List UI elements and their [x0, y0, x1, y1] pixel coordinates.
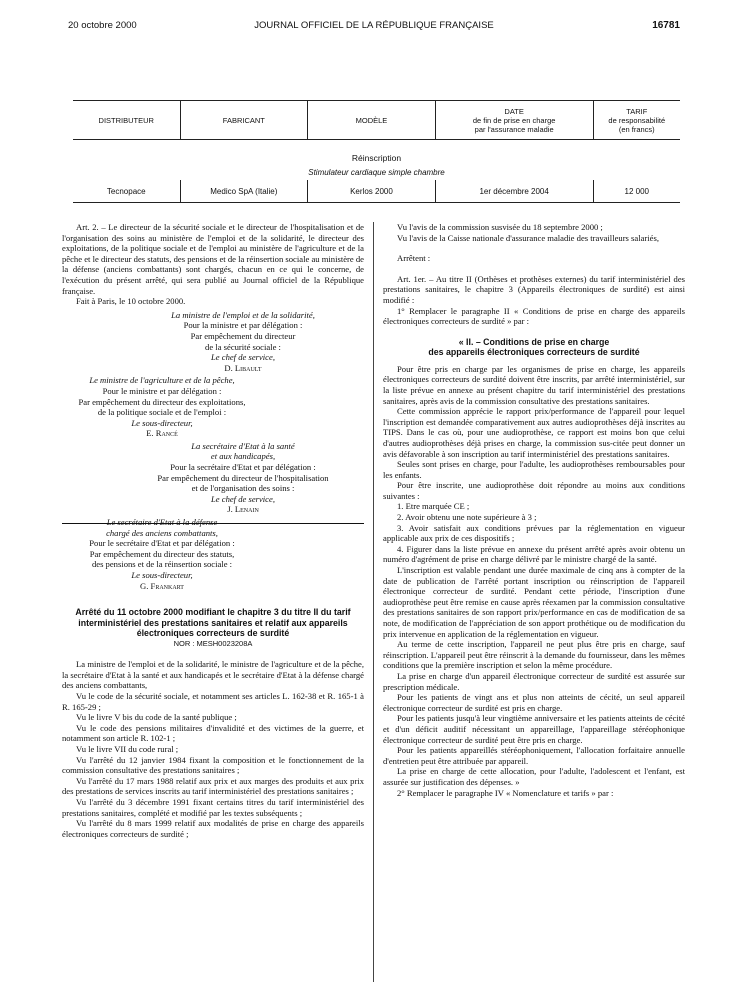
- col-date: DATE de fin de prise en charge par l'assurance maladie: [435, 101, 593, 140]
- paragraph: Seules sont prises en charge, pour l'adulte, les audioprothèses remboursables pour les enfants.: [383, 459, 685, 480]
- sig-name: G. Frankart: [140, 580, 184, 591]
- left-column: [62, 222, 364, 839]
- sig-title: Le secrétaire d'Etat à la défense: [106, 517, 218, 528]
- paragraph: Vu l'arrêté du 8 mars 1999 relatif aux modalités de prise en charge des appareils électroniques correcteurs de surdité ;: [62, 818, 364, 839]
- signature-block-4: [62, 517, 262, 591]
- section-rule: [62, 523, 364, 524]
- paragraph: Vu le code de la sécurité sociale, et notamment ses articles L. 162-38 et R. 165-1 à R. 165-29 ;: [62, 691, 364, 712]
- sig-role: Le chef de service,: [211, 352, 275, 363]
- right-column: [383, 222, 685, 798]
- conditions-body: [383, 364, 685, 798]
- table-subsection: Stimulateur cardiaque simple chambre: [308, 167, 445, 177]
- paragraph: Vu le livre VII du code rural ;: [76, 744, 179, 755]
- sig-name: D. Libault: [224, 362, 262, 373]
- article-2: Art. 2. – Le directeur de la sécurité sociale et le directeur de l'hospitalisation et de l'organisation des soins au ministère de l'emploi et de la solidarité, le directeur des exploitations, de la politique sociale et de l'emploi au ministère de l'agriculture et de la pêche et le directeur des statuts, des pensions et de la réinsertion sociale au ministère de la défense (anciens combattants) sont chargés, chacun en ce qui le concerne, de l'exécution du présent arrêté, qui sera publié au Journal officiel de la République française.: [62, 222, 364, 296]
- paragraph: 4. Figurer dans la liste prévue en annexe du présent arrêté après avoir obtenu un numéro d'agrément de prise en charge délivré par le ministre chargé de la santé.: [383, 543, 685, 565]
- paragraph: 2° Remplacer le paragraphe IV « Nomenclature et tarifs » par :: [397, 787, 614, 798]
- arrete-title: Arrêté du 11 octobre 2000 modifiant le chapitre 3 du titre II du tarif interministériel des prestations sanitaires et relatif aux appareils électroniques correcteurs de surdité: [75, 607, 351, 639]
- cell-distributeur: Tecnopace: [73, 180, 180, 203]
- sig-name: E. Rancé: [146, 428, 178, 439]
- tarif-table: [73, 100, 680, 203]
- sig-name: J. Lenain: [227, 504, 259, 515]
- paragraph: Vu l'avis de la Caisse nationale d'assurance maladie des travailleurs salariés,: [397, 232, 659, 243]
- paragraph: Pour être inscrite, une audioprothèse doit répondre au moins aux conditions suivantes :: [383, 480, 685, 501]
- cell-modele: Kerlos 2000: [308, 180, 436, 203]
- col-modele: MODÈLE: [308, 101, 436, 140]
- sig-line: Pour la secrétaire d'Etat et par délégation :: [170, 462, 316, 473]
- sig-title: chargé des anciens combattants,: [106, 527, 218, 538]
- col-distributeur: DISTRIBUTEUR: [73, 101, 180, 140]
- paragraph: La prise en charge de cette allocation, pour l'adulte, l'adolescent et l'enfant, est assurée sur justification des dépenses. »: [383, 766, 685, 787]
- paragraph: Vu le code des pensions militaires d'invalidité et des victimes de la guerre, et notamment son article R. 102-1 ;: [62, 722, 364, 744]
- header-date: 20 octobre 2000: [68, 20, 137, 31]
- sig-line: et de l'organisation des soins :: [191, 483, 295, 494]
- page-number: 16781: [652, 20, 680, 31]
- cell-tarif: 12 000: [593, 180, 680, 203]
- paragraph: La ministre de l'emploi et de la solidarité, le ministre de l'agriculture et de la pêche, la secrétaire d'Etat à la santé et aux handicapés et le secrétaire d'Etat à la défense chargé des anciens combattants,: [62, 659, 364, 691]
- paragraph: 1. Etre marquée CE ;: [397, 501, 470, 512]
- arrete-preamble: [62, 659, 364, 839]
- sig-role: Le chef de service,: [211, 493, 275, 504]
- arretent: Arrêtent :: [397, 253, 431, 264]
- sig-role: Le sous-directeur,: [131, 417, 193, 428]
- paragraph: Pour les patients appareillés stéréophoniquement, l'allocation forfaitaire annuelle d'entretien peut être attribuée par appareil.: [383, 745, 685, 766]
- paragraph: Pour être pris en charge par les organismes de prise en charge, les appareils électroniques correcteurs de surdité doivent être inscrits, par arrêté interministériel, sur la liste prévue en annexe au présent chapitre du tarif interministériel des prestations sanitaires, après avis de la commission consultative des prestations sanitaires.: [383, 363, 685, 406]
- sig-title: La secrétaire d'Etat à la santé: [191, 440, 295, 451]
- paragraph: Pour les patients jusqu'à leur vingtième anniversaire et les patients atteints de cécité et d'un déficit auditif nécessitant un appareillage, l'appareillage stéréophonique électronique correcteur de surdité peut être pris en charge.: [383, 713, 685, 745]
- sig-line: Par empêchement du directeur des exploitations,: [78, 396, 246, 407]
- sig-line: de la politique sociale et de l'emploi :: [97, 407, 227, 418]
- section-heading: « II. – Conditions de prise en charge: [458, 336, 610, 347]
- paragraph: 1° Remplacer le paragraphe II « Conditions de prise en charge des appareils électroniques correcteurs de surdité » par :: [383, 305, 685, 327]
- sig-title: et aux handicapés,: [210, 451, 276, 462]
- table-section: Réinscription: [351, 153, 402, 163]
- signature-block-1: [122, 310, 364, 374]
- paragraph: Pour les patients de vingt ans et plus non atteints de cécité, un seul appareil électronique correcteur de surdité est pris en charge.: [383, 692, 685, 713]
- sig-line: Pour le ministre et par délégation :: [102, 385, 222, 396]
- paragraph: Vu l'arrêté du 12 janvier 1984 fixant la composition et le fonctionnement de la commission consultative des prestations sanitaires ;: [62, 754, 364, 776]
- sig-role: Le sous-directeur,: [131, 570, 193, 580]
- signature-block-2: [62, 375, 262, 439]
- sig-line: Pour la ministre et par délégation :: [183, 320, 303, 331]
- cell-date: 1er décembre 2004: [435, 180, 593, 203]
- sig-line: Par empêchement du directeur de l'hospitalisation: [157, 472, 329, 483]
- paragraph: Au terme de cette inscription, l'appareil ne peut plus être pris en charge, sauf réinscription. L'appareil peut être réinscrit à la demande du fournisseur, dans les mêmes conditions que la première inscription et selon la même procédure.: [383, 639, 685, 671]
- paragraph: Cette commission apprécie le rapport prix/performance de l'appareil pour lequel l'inscription est demandée comparativement aux autres audioprothèses déjà inscrites au TIPS. Dans le cas où, pour une audioprothèse, ce rapport est moins bon que celui d'autres audioprothèses déjà prises en charge, la commission sus-citée peut donner un avis défavorable à son inscription au tarif interministériel des prestations sanitaires.: [383, 406, 685, 459]
- table-row: [73, 180, 680, 203]
- paragraph: Vu l'avis de la commission susvisée du 18 septembre 2000 ;: [397, 222, 603, 232]
- sig-line: Par empêchement du directeur: [190, 330, 296, 341]
- sig-line: des pensions et de la réinsertion sociale :: [91, 559, 233, 570]
- paragraph: La prise en charge d'un appareil électronique correcteur de surdité est assurée sur prescription médicale.: [383, 670, 685, 692]
- col-fabricant: FABRICANT: [180, 101, 308, 140]
- section-heading: des appareils électroniques correcteurs de surdité: [428, 347, 640, 358]
- paragraph: 2. Avoir obtenu une note supérieure à 3 ;: [397, 512, 537, 523]
- paragraph: 3. Avoir satisfait aux conditions prévues par la réglementation en vigueur applicable aux prix de ces dispositifs ;: [383, 522, 685, 544]
- column-divider: [373, 222, 374, 982]
- article-1: Art. 1er. – Au titre II (Orthèses et prothèses externes) du tarif interministériel des prestations sanitaires, le chapitre 3 (Appareils électroniques de surdité) est ainsi modifié :: [383, 273, 685, 305]
- paragraph: Vu le livre V bis du code de la santé publique ;: [76, 712, 237, 723]
- cell-fabricant: Medico SpA (Italie): [180, 180, 308, 203]
- fait-a-paris: Fait à Paris, le 10 octobre 2000.: [76, 296, 186, 307]
- sig-title: La ministre de l'emploi et de la solidarité,: [171, 309, 315, 320]
- sig-line: Pour le secrétaire d'Etat et par délégation :: [89, 538, 235, 549]
- nor-reference: NOR : MESH0023208A: [173, 638, 253, 648]
- paragraph: Vu l'arrêté du 3 décembre 1991 fixant certains titres du tarif interministériel des prestations sanitaires, complété et modifié par les textes subséquents ;: [62, 797, 364, 818]
- paragraph: L'inscription est valable pendant une durée maximale de cinq ans à compter de la date de publication de l'arrêté portant inscription ou réinscription de l'appareil électronique correcteur de surdité. Pendant cette période, l'inscription d'une audioprothèse peut être remise en cause après réexamen par la commission consultative des prestations sanitaires de son rapport prix/performance en cas de modification de sa note, de modification de l'appréciation de son apport prothétique ou de modification du prix intervenue en application de la réglementation en vigueur.: [383, 565, 685, 639]
- sig-title: Le ministre de l'agriculture et de la pêche,: [89, 375, 235, 386]
- col-tarif: TARIF de responsabilité (en francs): [593, 101, 680, 140]
- sig-line: de la sécurité sociale :: [205, 341, 281, 352]
- journal-title: JOURNAL OFFICIEL DE LA RÉPUBLIQUE FRANÇAISE: [254, 20, 494, 31]
- signature-block-3: [122, 441, 364, 515]
- paragraph: Vu l'arrêté du 17 mars 1988 relatif aux prix et aux marges des produits et aux prix des prestations de services inscrits au tarif interministériel des prestations sanitaires ;: [62, 775, 364, 797]
- sig-line: Par empêchement du directeur des statuts,: [89, 548, 235, 559]
